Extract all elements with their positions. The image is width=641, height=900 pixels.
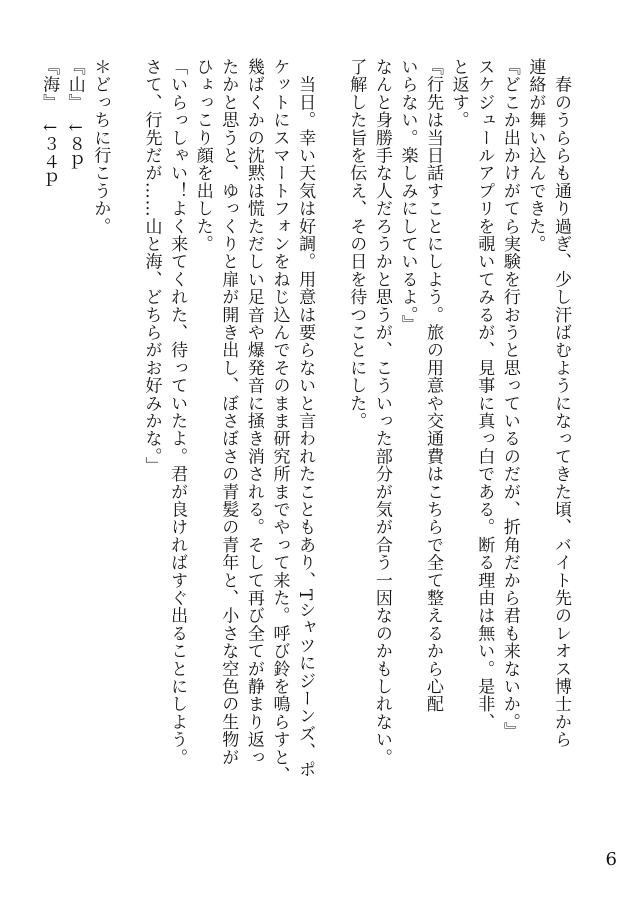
text-line: いらない。楽しみにしているよ。』 <box>397 58 418 333</box>
choice-sea: 『海』 ↓３４ｐ <box>39 58 60 189</box>
text-line: ケットにスマートフォンをねじ込んでそのまま研究所までやって来た。呼び鈴を鳴らすと、 <box>269 58 290 784</box>
text-line: と返す。 <box>448 58 469 129</box>
choice-mountain: 『山』 ↓８ｐ <box>64 58 85 171</box>
blank-line <box>112 58 138 848</box>
text-line: なんと身勝手な人だろうかと思うが、こういった部分が気が合う一因なのかもしれない。 <box>371 58 392 766</box>
text-line: たかと思うと、ゆっくりと扉が開き出し、ぼさぼさの青髪の青年と、小さな空色の生物が <box>218 58 239 766</box>
text-line: 幾ばくかの沈黙は慌ただしい足音や爆発音に掻き消される。そして再び全てが静まり返っ <box>243 58 264 766</box>
text-line: 「いらっしゃい！よく来てくれた、待っていたよ。君が良ければすぐ出ることにしよう。 <box>167 58 188 766</box>
text-line: 当日。幸い天気は好調。用意は要らないと言われたこともあり、Tシャツにジーンズ、ポ <box>295 58 316 779</box>
text-line: 了解した旨を伝え、その日を待つことにした。 <box>346 58 367 430</box>
blank-line <box>317 58 343 848</box>
text-line: さて、行先だが……山と海、どちらがお好みかな。」 <box>141 58 162 475</box>
text-line: ひょっこり顔を出した。 <box>192 58 213 253</box>
text-line: 『行先は当日話すことにしよう。旅の用意や交通費はこちらで全て整えるから心配 <box>423 58 444 713</box>
text-line: 『どこか出かけがてら実験を行おうと思っているのだが、折角だから君も来ないか。』 <box>499 58 520 740</box>
choice-prompt: ＊どっちに行こうか。 <box>90 58 111 235</box>
text-line: 春のうららも通り過ぎ、少し汗ばむようになってきた頃、バイト先のレオス博士から <box>551 58 571 749</box>
text-line: 連絡が舞い込んできた。 <box>525 58 546 253</box>
text-line: スケジュールアプリを覗いてみるが、見事に真っ白である。断る理由は無い。是非、 <box>474 58 495 731</box>
page-number: 6 <box>605 849 617 870</box>
vertical-text-body <box>36 58 573 848</box>
